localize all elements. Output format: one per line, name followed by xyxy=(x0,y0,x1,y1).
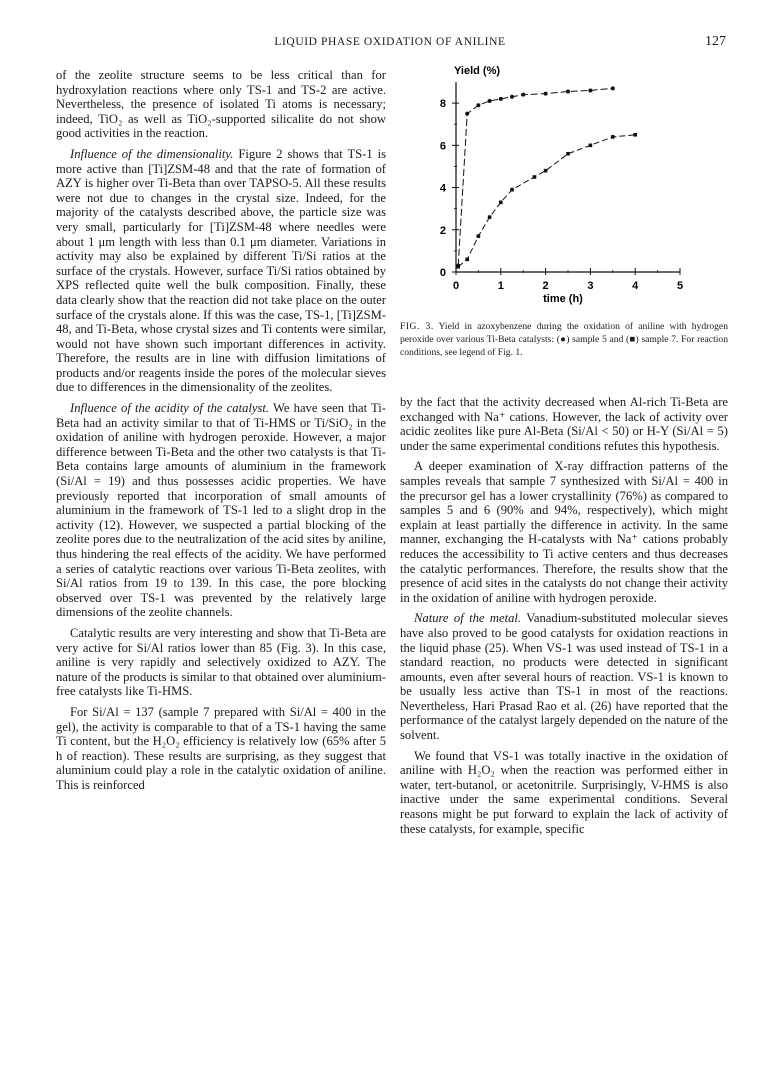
y-tick-label: 4 xyxy=(439,182,446,195)
paragraph: We found that VS-1 was totally inactive in the oxidation of aniline with H₂O₂ when the reaction was performed either in water, tert-butanol, or acetonitrile. Surprisingly, V-HMS is also inactive under the same experimental conditions. Several reasons might be put forward to explain the lack of activity of these catalysts, for example, specific xyxy=(400,748,728,836)
data-point-sample-7 xyxy=(456,265,460,269)
data-point-sample-5 xyxy=(521,93,525,97)
y-tick-label: 8 xyxy=(439,98,446,111)
x-tick-label: 1 xyxy=(497,280,504,292)
data-point-sample-7 xyxy=(633,133,637,137)
x-tick-label: 5 xyxy=(676,280,684,292)
paragraph: A deeper examination of X-ray diffraction patterns of the samples reveals that sample 7 synthesized with Si/Al = 400 in the precursor gel has a lower crystallinity (76%) as compared to samples 5 and 6 (90% and 94%, respectively), which might explain at least partially the difference in activity. In the same manner, exchanging the H-catalysts with Na⁺ cations probably reduces the accessibility to Ti active centers and thus decreases the catalytic performances. Therefore, the results show that the presence of acid sites in the catalysts do not change their activity in the oxidation of aniline with hydrogen peroxide. xyxy=(400,459,728,605)
data-point-sample-7 xyxy=(465,258,469,262)
page-header xyxy=(0,34,780,54)
section-heading: Influence of the dimensionality. xyxy=(70,146,234,161)
data-point-sample-5 xyxy=(465,112,469,116)
y-tick-label: 2 xyxy=(439,224,446,237)
y-tick-label: 0 xyxy=(439,267,446,279)
data-point-sample-5 xyxy=(488,99,492,103)
y-tick-label: 6 xyxy=(439,140,446,153)
paragraph: For Si/Al = 137 (sample 7 prepared with Si/Al = 400 in the gel), the activity is comparable to that of a TS-1 having the same Ti content, but the H₂O₂ efficiency is relatively low (65% after 5 h of reaction). These results are surprising, as they suggest that aluminium could play a role in the catalytic oxidation of aniline. This is reinforced xyxy=(56,704,386,792)
figure-3 xyxy=(400,62,730,305)
caption-label: FIG. 3. xyxy=(400,321,434,332)
caption-text: Yield in azoxybenzene during the oxidation of aniline with hydrogen peroxide over various Ti-Beta catalysts: (●) sample 5 and (■) sample 7. For reaction conditions, see legend of Fig. 1. xyxy=(400,321,728,358)
data-point-sample-5 xyxy=(544,92,548,96)
data-point-sample-5 xyxy=(499,97,503,101)
yield-chart xyxy=(400,62,730,310)
page-number: 127 xyxy=(705,34,726,49)
section-heading: Influence of the acidity of the catalyst. xyxy=(70,401,270,416)
paragraph-text: We have seen that Ti-Beta had an activity similar to that of Ti-HMS or Ti/SiO₂ in the oxidation of aniline with hydrogen peroxide. However, a major difference between Ti-Beta and the other two catalysts is that Ti-Beta contains large amounts of aluminium in the framework (Si/Al = 19) and thus possesses acidic properties. We have previously reported that incorporation of small amounts of aluminium in the framework of TS-1 led to a slight drop in the activity (12). However, we suspected a partial blocking of the zeolite pores due to the neutralization of the acid sites by aniline, thus hindering the real effects of the acidity. We have performed a series of catalytic reactions over various Ti-Beta zeolites, with Si/Al ratios from 19 to 139. In this case, the pore blocking observed over TS-1 was prevented by the relatively large dimensions of the zeolite channels. xyxy=(56,401,387,620)
data-point-sample-7 xyxy=(488,215,492,219)
left-column xyxy=(56,68,386,799)
x-tick-label: 3 xyxy=(587,280,594,292)
data-point-sample-7 xyxy=(533,175,537,179)
paragraph: of the zeolite structure seems to be less critical than for hydroxylation reactions where only TS-1 and TS-2 are active. Nevertheless, the presence of isolated Ti atoms is necessary; indeed, TiO₂ as well as TiO₂-supported silicalite do not show good activities in the reaction. xyxy=(56,68,386,141)
paragraph xyxy=(400,611,728,742)
data-point-sample-5 xyxy=(611,86,615,90)
right-column xyxy=(400,395,728,842)
paragraph-text: Vanadium-substituted molecular sieves have also proved to be good catalysts for oxidation reactions in the liquid phase (25). When VS-1 was used instead of TS-1 in a standard reaction, no products were detected in significant amounts, even after several hours of reaction. VS-1 is known to be usually less active than TS-1 in most of the reactions. Nevertheless, Hari Prasad Rao et al. (26) have reported that the performance of the catalyst largely depended on the nature of the solvent. xyxy=(400,611,728,743)
x-tick-label: 0 xyxy=(452,280,460,292)
paragraph xyxy=(56,147,386,395)
paragraph-text: Figure 2 shows that TS-1 is more active than [Ti]ZSM-48 and that the rate of formation of AZY is higher over Ti-Beta than over TAPSO-5. All these results were not due to changes in the crystal size. Indeed, for the majority of the catalysts described above, the particle size was very small, particularly for [Ti]ZSM-48 where needles were about 1 μm length with less than 0.1 μm diameter. Variations in activity may also be explained by different Ti/Si ratios at the surface of the crystals. However, surface Ti/Si ratios obtained by XPS reflected quite well the bulk composition. Finally, these data clearly show that the reaction did not take place on the outer surface of the crystals alone. If this was the case, TS-1, [Ti]ZSM-48, and Ti-Beta, whose crystal sizes and Ti contents were similar, would not have shown such important differences in activity. Therefore, the results are in line with diffusion limitations of products and/or reagents inside the pores of the molecular sieves due to differences in the dimensionality of the zeolites. xyxy=(56,146,386,395)
data-point-sample-5 xyxy=(476,103,480,107)
data-point-sample-5 xyxy=(566,90,570,94)
data-point-sample-7 xyxy=(611,135,615,139)
x-axis-label: time (h) xyxy=(543,293,583,305)
data-point-sample-7 xyxy=(510,188,514,192)
data-point-sample-5 xyxy=(588,88,592,92)
figure-caption xyxy=(400,320,728,359)
paragraph: by the fact that the activity decreased when Al-rich Ti-Beta are exchanged with Na⁺ cations. However, the lack of activity over acidic zeolites like pure Al-Beta (Si/Al < 50) or H-Y (Si/Al = 5) under the same experimental conditions refutes this hypothesis. xyxy=(400,395,728,453)
data-point-sample-7 xyxy=(566,152,570,156)
data-point-sample-7 xyxy=(589,144,593,148)
paragraph: Catalytic results are very interesting and show that Ti-Beta are very active for Si/Al ratios lower than 85 (Fig. 3). In this case, aniline is very rapidly and selectively oxidized to AZY. The nature of the products is similar to that obtained over aluminium-free catalysts like Ti-HMS. xyxy=(56,625,386,699)
data-point-sample-5 xyxy=(510,95,514,99)
paragraph xyxy=(56,401,386,620)
section-heading: Nature of the metal. xyxy=(414,611,522,626)
y-axis-label: Yield (%) xyxy=(454,65,501,77)
x-tick-label: 2 xyxy=(542,280,549,292)
running-title: LIQUID PHASE OXIDATION OF ANILINE xyxy=(274,36,506,48)
data-point-sample-7 xyxy=(499,201,503,205)
x-tick-label: 4 xyxy=(632,280,639,292)
data-point-sample-7 xyxy=(477,234,481,238)
data-point-sample-7 xyxy=(544,169,548,173)
series-line-sample-7 xyxy=(458,135,635,267)
